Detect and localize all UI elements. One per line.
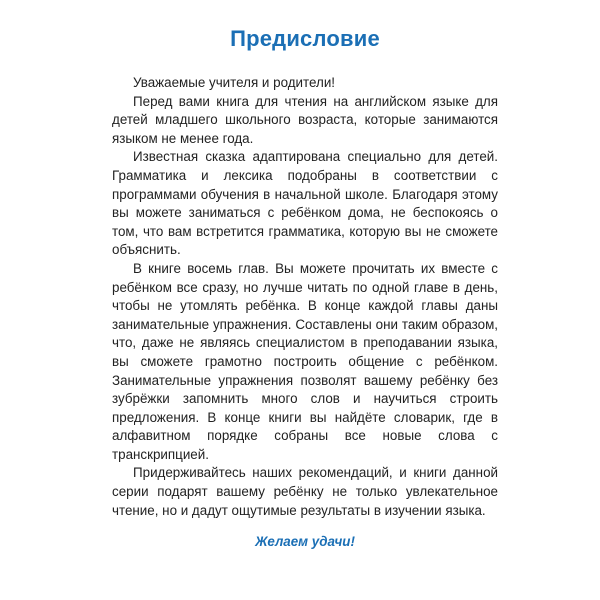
paragraph-recommendations: Придерживайтесь наших рекомендаций, и книги данной серии подарят вашему ребёнку не только увлекательное чтение, но и дадут ощутимые результаты в изучении языка. — [112, 465, 498, 518]
paragraph-chapters: В книге восемь глав. Вы можете прочитать их вместе с ребёнком все сразу, но лучше читать по одной главе в день, чтобы не утомлять ребёнка. В конце каждой главы даны занимательные упражнения. Составлены они таким образом, что, даже не являясь специалистом в преподавании языка, вы сможете грамотно построить общение с ребёнком. Занимательные упражнения позволят вашему ребёнку без зубрёжки запомнить много слов и научиться строить предложения. В конце книги вы найдёте словарик, где в алфавитном порядке собраны все новые слова с транскрипцией. — [112, 260, 498, 462]
paragraph-intro: Перед вами книга для чтения на английском языке для детей младшего школьного возраста, которые занимаются языком не менее года. — [112, 93, 498, 146]
paragraph-greeting: Уважаемые учителя и родители! — [133, 75, 336, 90]
closing-wish: Желаем удачи! — [255, 534, 355, 550]
page-title: Предисловие — [230, 26, 380, 51]
preface-page — [112, 26, 498, 551]
paragraph-adaptation: Известная сказка адаптирована специально для детей. Грамматика и лексика подобраны в соответствии с программами обучения в начальной школе. Благодаря этому вы можете заниматься с ребёнком дома, не беспокоясь о том, что вам встретится грамматика, которую вы не сможете объяснить. — [112, 149, 498, 258]
